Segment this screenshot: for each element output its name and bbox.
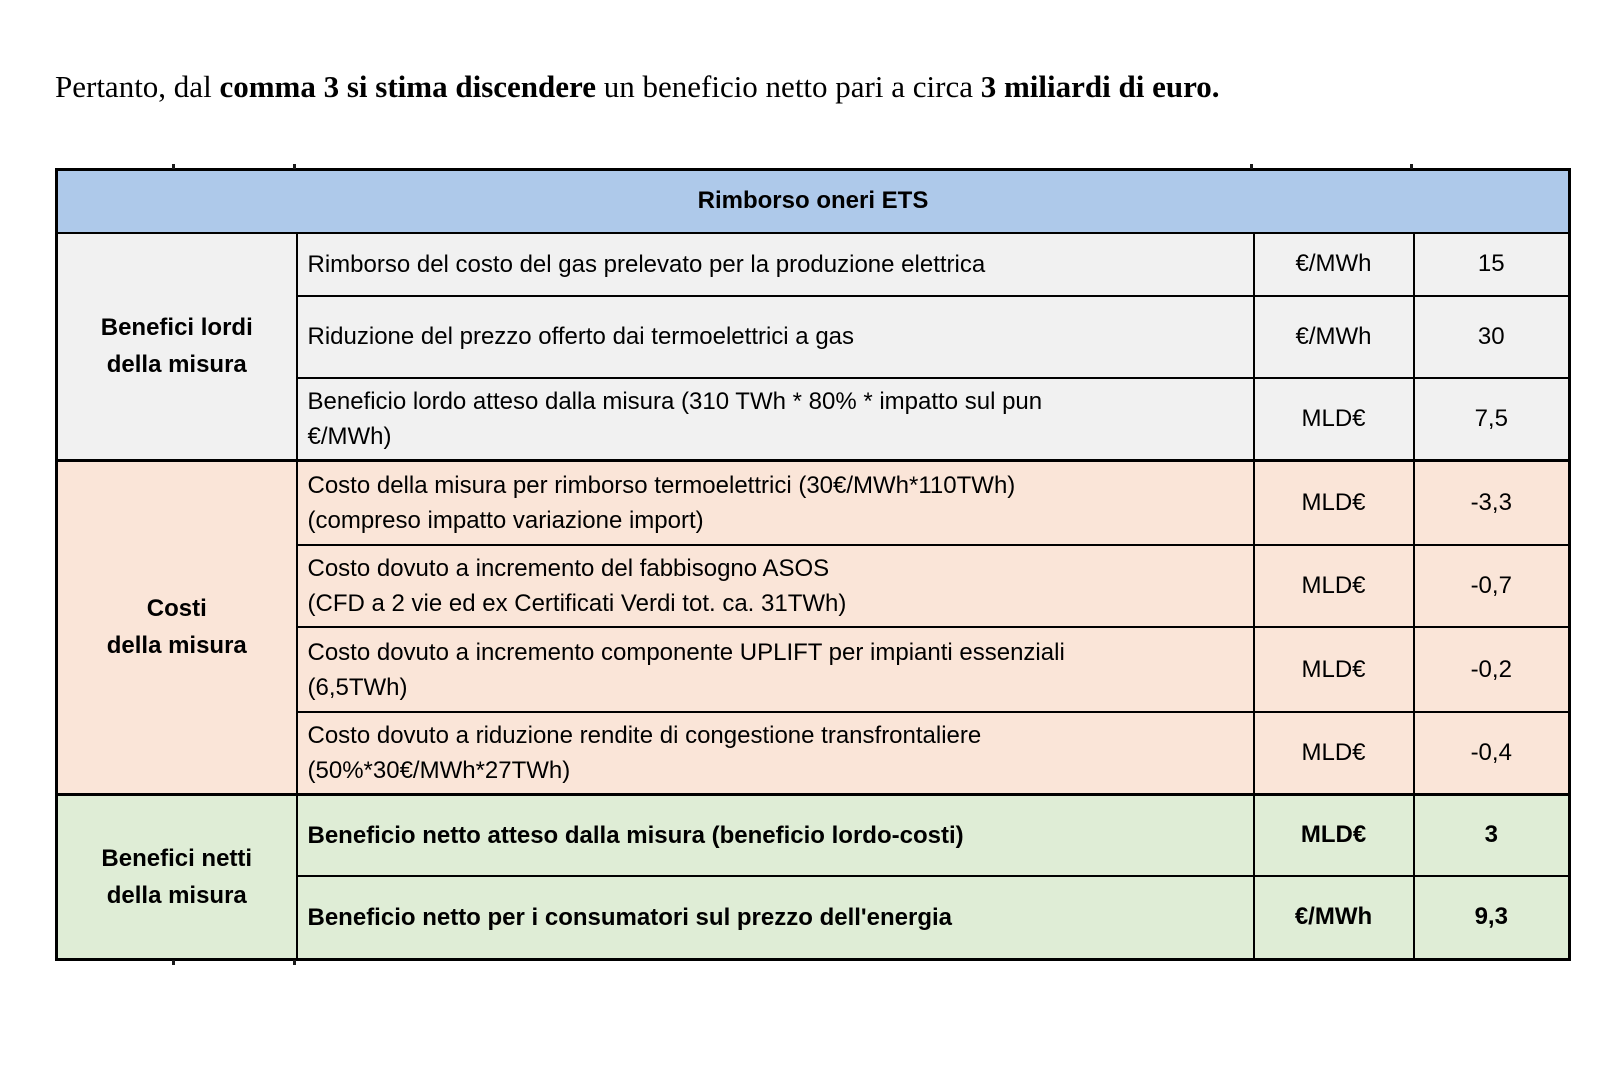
row-value: 9,3 bbox=[1414, 876, 1570, 960]
row-unit: €/MWh bbox=[1254, 296, 1414, 378]
row-unit: MLD€ bbox=[1254, 460, 1414, 545]
row-description bbox=[297, 545, 1254, 627]
row-description-line: Beneficio lordo atteso dalla misura (310 TWh * 80% * impatto sul pun bbox=[307, 387, 1043, 415]
border-junction-mark bbox=[172, 960, 175, 965]
row-unit: MLD€ bbox=[1254, 795, 1414, 876]
row-value: 30 bbox=[1414, 296, 1570, 378]
section-label-benefici-lordi bbox=[57, 233, 297, 461]
row-description bbox=[297, 296, 1254, 378]
row-value: -0,4 bbox=[1414, 712, 1570, 795]
row-description-line: (CFD a 2 vie ed ex Certificati Verdi tot. ca. 31TWh) bbox=[307, 590, 847, 617]
row-description bbox=[297, 712, 1254, 795]
intro-text-start: Pertanto, dal bbox=[55, 69, 220, 104]
section-label-line: Costi bbox=[146, 595, 207, 623]
ets-table-wrapper bbox=[55, 168, 1571, 961]
row-description bbox=[297, 627, 1254, 712]
border-junction-mark bbox=[293, 960, 296, 965]
section-label-line: Benefici netti bbox=[101, 845, 253, 872]
row-description-line: Rimborso del costo del gas prelevato per la produzione elettrica bbox=[307, 250, 986, 278]
row-description-line: (6,5TWh) bbox=[307, 673, 408, 701]
section-label-line: della misura bbox=[106, 882, 247, 909]
border-junction-mark bbox=[1410, 164, 1413, 169]
row-description-line: Riduzione del prezzo offerto dai termoelettrici a gas bbox=[307, 323, 855, 350]
row-description bbox=[297, 795, 1254, 876]
row-unit: MLD€ bbox=[1254, 545, 1414, 627]
section-label-line: Benefici lordi bbox=[100, 314, 253, 341]
row-value: 15 bbox=[1414, 233, 1570, 296]
row-description bbox=[297, 378, 1254, 461]
row-description-line: €/MWh) bbox=[307, 422, 392, 450]
section-label-costi bbox=[57, 460, 297, 795]
row-unit: €/MWh bbox=[1254, 876, 1414, 960]
section-label-benefici-netti bbox=[57, 795, 297, 960]
row-description-line: (50%*30€/MWh*27TWh) bbox=[307, 757, 571, 784]
row-description-line: Beneficio netto atteso dalla misura (beneficio lordo-costi) bbox=[307, 821, 964, 849]
intro-paragraph bbox=[55, 67, 1535, 107]
row-unit: €/MWh bbox=[1254, 233, 1414, 296]
row-unit: MLD€ bbox=[1254, 712, 1414, 795]
row-description bbox=[297, 876, 1254, 960]
row-description bbox=[297, 233, 1254, 296]
border-junction-mark bbox=[1250, 164, 1253, 169]
row-description-line: Costo dovuto a incremento componente UPLIFT per impianti essenziali bbox=[307, 638, 1065, 666]
row-description-line: Beneficio netto per i consumatori sul prezzo dell'energia bbox=[307, 903, 952, 931]
row-description-line: Costo della misura per rimborso termoelettrici (30€/MWh*110TWh) bbox=[307, 471, 1016, 499]
section-label-line: della misura bbox=[106, 351, 247, 378]
row-description-line: Costo dovuto a riduzione rendite di congestione transfrontaliere bbox=[307, 722, 982, 749]
row-unit: MLD€ bbox=[1254, 627, 1414, 712]
row-value: 3 bbox=[1414, 795, 1570, 876]
table-title: Rimborso oneri ETS bbox=[57, 170, 1570, 233]
row-unit: MLD€ bbox=[1254, 378, 1414, 461]
border-junction-mark bbox=[172, 164, 175, 169]
intro-text-middle: un beneficio netto pari a circa bbox=[595, 69, 981, 104]
row-description-line: (compreso impatto variazione import) bbox=[307, 506, 704, 534]
row-description bbox=[297, 460, 1254, 545]
intro-text-bold-1: comma 3 si stima discendere bbox=[219, 69, 596, 104]
row-value: 7,5 bbox=[1414, 378, 1570, 461]
border-junction-mark bbox=[293, 164, 296, 169]
section-label-line: della misura bbox=[106, 632, 247, 660]
row-value: -3,3 bbox=[1414, 460, 1570, 545]
row-value: -0,2 bbox=[1414, 627, 1570, 712]
row-value: -0,7 bbox=[1414, 545, 1570, 627]
ets-table bbox=[55, 168, 1571, 961]
intro-text-bold-2: 3 miliardi di euro. bbox=[980, 69, 1220, 104]
row-description-line: Costo dovuto a incremento del fabbisogno ASOS bbox=[307, 555, 830, 582]
